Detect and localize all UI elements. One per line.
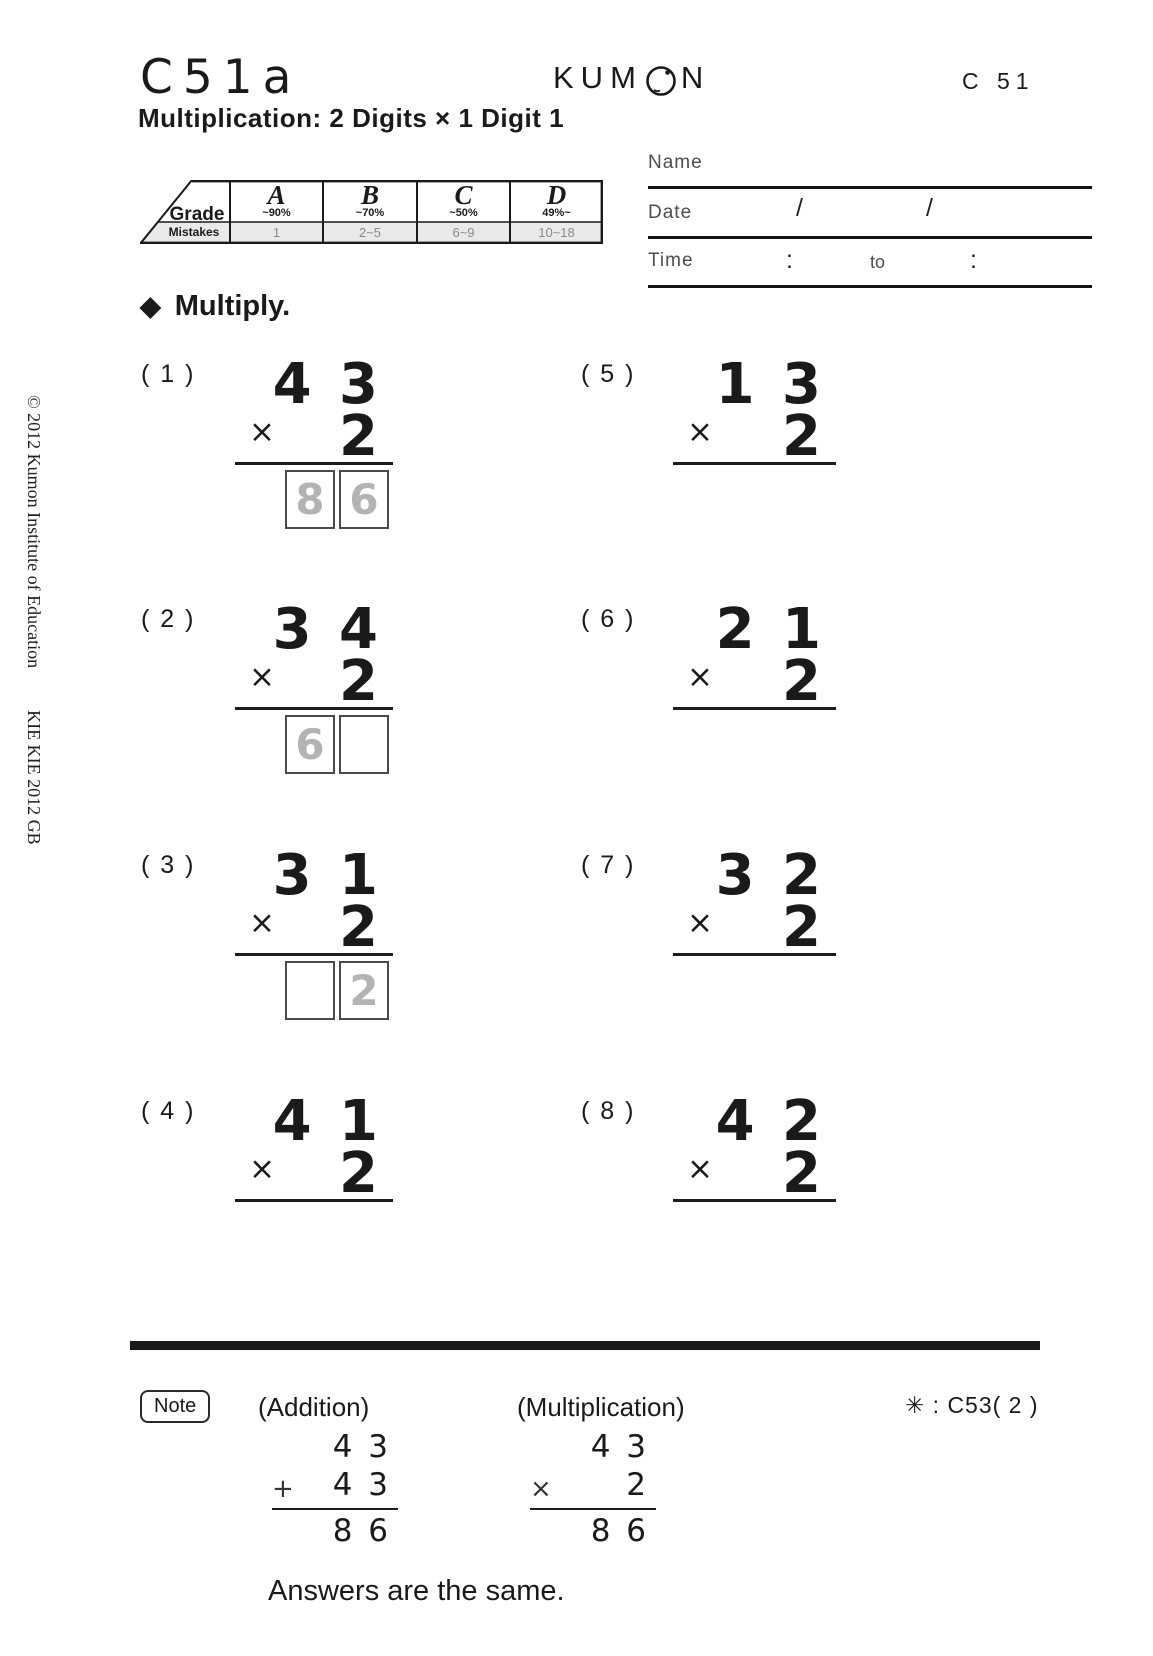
kumon-face-o-icon	[643, 62, 679, 98]
reference-code: ✳ : C53( 2 )	[905, 1392, 1039, 1418]
grade-d-percent: 49%~	[542, 207, 571, 219]
grade-d-mistakes: 10~18	[538, 225, 575, 240]
problem-7	[581, 843, 836, 960]
copyright-codes: KIE KIE 2012 GB	[24, 710, 44, 845]
problem-3-multiplier: 2	[339, 895, 378, 960]
grade-label: Grade	[169, 204, 225, 225]
multiply-sign-icon: ×	[687, 659, 713, 695]
multiplication-example	[530, 1428, 656, 1550]
logo-text-right: N	[680, 60, 711, 95]
page-code: C 51	[962, 68, 1035, 94]
logo-text-left: KUM	[553, 60, 643, 95]
time-colon-2: :	[970, 246, 977, 274]
worksheet-title: Multiplication: 2 Digits × 1 Digit 1	[138, 103, 565, 133]
problem-6	[581, 597, 836, 714]
date-input-line[interactable]	[648, 236, 1092, 239]
problem-5-multiplicand: 1 3	[715, 352, 821, 417]
problem-8	[581, 1089, 836, 1206]
name-label: Name	[648, 152, 703, 173]
grade-a-percent: ~90%	[262, 207, 291, 219]
answer-box-tens[interactable]	[285, 961, 335, 1020]
worksheet-code: C51a	[140, 50, 302, 105]
time-to-label: to	[870, 252, 886, 272]
problem-1-multiplicand: 4 3	[272, 352, 378, 417]
multiply-sign-icon: ×	[249, 659, 275, 695]
multiply-sign-icon: ×	[687, 905, 713, 941]
kumon-logo	[553, 60, 710, 96]
time-label: Time	[648, 250, 694, 271]
problem-5	[581, 352, 836, 469]
answer-box-tens[interactable]: 6	[285, 715, 335, 774]
answer-boxes	[235, 470, 393, 529]
problem-6-number: ( 6 )	[581, 605, 636, 633]
grade-table	[140, 180, 603, 244]
addition-second: 4 3	[332, 1467, 388, 1503]
problem-8-number: ( 8 )	[581, 1097, 636, 1125]
problem-8-multiplicand: 4 2	[715, 1089, 821, 1154]
answer-box-ones[interactable]: 6	[339, 470, 389, 529]
problem-1-multiplier: 2	[339, 404, 378, 469]
problem-1	[141, 352, 393, 529]
problem-2-multiplier: 2	[339, 649, 378, 714]
answer-box-tens[interactable]: 8	[285, 470, 335, 529]
student-fields	[648, 150, 1092, 290]
grade-c-percent: ~50%	[449, 207, 478, 219]
multiply-sign-icon: ×	[249, 1151, 275, 1187]
answer-boxes	[235, 715, 393, 774]
instruction	[140, 290, 290, 323]
problem-3-multiplicand: 3 1	[272, 843, 378, 908]
note-badge: Note	[140, 1390, 210, 1423]
name-input-line[interactable]	[648, 186, 1092, 189]
addition-example	[272, 1428, 398, 1550]
plus-sign-icon: +	[272, 1474, 294, 1504]
problem-8-multiplier: 2	[782, 1141, 821, 1206]
problem-7-number: ( 7 )	[581, 851, 636, 879]
addition-top: 4 3	[332, 1429, 388, 1465]
answer-boxes	[235, 961, 393, 1020]
grade-b-mistakes: 2~5	[358, 225, 382, 240]
multiply-sign-icon: ×	[249, 414, 275, 450]
addition-heading: (Addition)	[258, 1392, 370, 1422]
problem-6-multiplicand: 2 1	[715, 597, 821, 662]
problem-4	[141, 1089, 393, 1206]
problem-2-multiplicand: 3 4	[272, 597, 378, 662]
multiply-sign-icon: ×	[687, 414, 713, 450]
copyright-sidebar	[23, 395, 44, 955]
problem-3	[141, 843, 393, 1020]
multiplication-result: 8 6	[590, 1513, 646, 1549]
multiply-sign-icon: ×	[530, 1474, 552, 1504]
answer-box-ones[interactable]	[339, 715, 389, 774]
section-divider	[130, 1341, 1040, 1350]
problem-1-number: ( 1 )	[141, 360, 196, 388]
time-colon-1: :	[786, 246, 793, 274]
problem-6-multiplier: 2	[782, 649, 821, 714]
multiply-sign-icon: ×	[249, 905, 275, 941]
grade-a-mistakes: 1	[272, 225, 281, 240]
grade-b-percent: ~70%	[355, 207, 385, 219]
multiply-sign-icon: ×	[687, 1151, 713, 1187]
problem-2	[141, 597, 393, 774]
diamond-bullet-icon: ◆	[140, 291, 161, 321]
grade-d-letter: D	[546, 180, 567, 210]
problem-4-multiplier: 2	[339, 1141, 378, 1206]
multiplication-heading: (Multiplication)	[517, 1392, 685, 1422]
problem-2-number: ( 2 )	[141, 605, 196, 633]
problem-3-number: ( 3 )	[141, 851, 196, 879]
problem-5-number: ( 5 )	[581, 360, 636, 388]
copyright-text: © 2012 Kumon Institute of Education	[24, 395, 44, 669]
date-slash-2: /	[926, 194, 933, 222]
grade-a-letter: A	[267, 180, 286, 210]
note-footer: Answers are the same.	[268, 1575, 565, 1607]
problem-7-multiplier: 2	[782, 895, 821, 960]
grade-c-letter: C	[454, 180, 473, 210]
problem-4-number: ( 4 )	[141, 1097, 196, 1125]
problem-7-multiplicand: 3 2	[715, 843, 821, 908]
grade-b-letter: B	[360, 180, 379, 210]
mistakes-label: Mistakes	[168, 225, 220, 239]
multiplication-top: 4 3	[590, 1429, 646, 1465]
grade-c-mistakes: 6~9	[452, 225, 475, 240]
instruction-text: Multiply.	[174, 290, 291, 322]
multiplication-second: 2	[626, 1467, 646, 1503]
date-slash-1: /	[796, 194, 803, 222]
addition-result: 8 6	[332, 1513, 388, 1549]
problem-4-multiplicand: 4 1	[272, 1089, 378, 1154]
time-input-line[interactable]	[648, 285, 1092, 288]
answer-box-ones[interactable]: 2	[339, 961, 389, 1020]
date-label: Date	[648, 202, 693, 223]
problem-5-multiplier: 2	[782, 404, 821, 469]
